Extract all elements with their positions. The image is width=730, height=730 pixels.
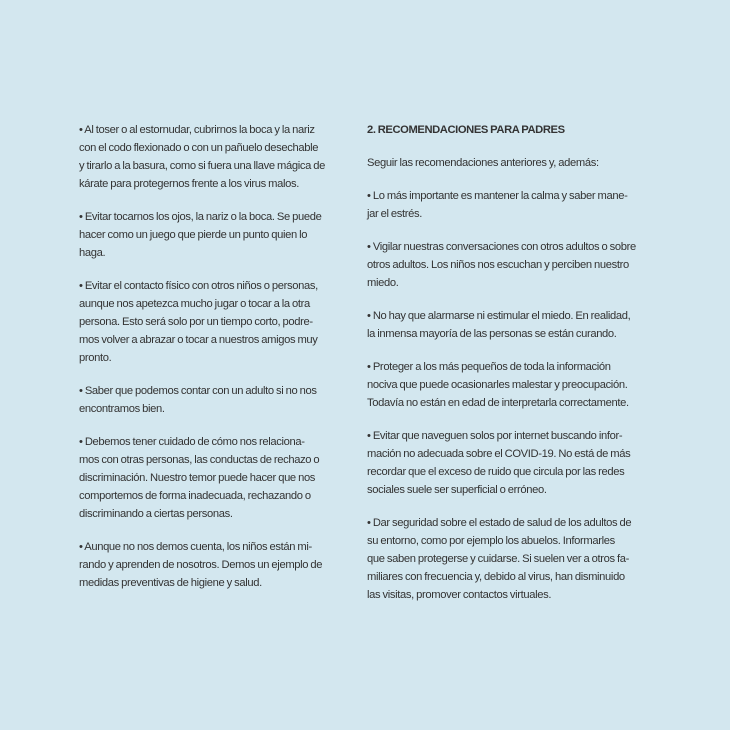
paragraph-stay-calm: • Lo más importante es mantener la calma y saber mane- jar el estrés. <box>367 190 628 220</box>
section-heading: 2. RECOMENDACIONES PARA PADRES <box>367 124 565 136</box>
paragraph-internet-use: • Evitar que naveguen solos por internet buscando infor- mación no adecuada sobre el COVID-19. No está de más recordar que el exceso de ruido que circula por las redes sociales suele ser superficial o erróneo. <box>367 430 631 496</box>
paragraph-avoid-discrimination: • Debemos tener cuidado de cómo nos relaciona- mos con otras personas, las conductas de rechazo o discriminación. Nuestro temor puede hacer que nos comportemos de forma inadecuada, rechazando o discriminando a ciertas personas. <box>79 436 320 520</box>
paragraph-avoid-touching-face: • Evitar tocarnos los ojos, la nariz o la boca. Se puede hacer como un juego que pierde un punto quien lo haga. <box>79 211 322 259</box>
paragraph-no-alarm: • No hay que alarmarse ni estimular el miedo. En realidad, la inmensa mayoría de las personas se están curando. <box>367 310 631 340</box>
paragraph-protect-from-information: • Proteger a los más pequeños de toda la información nociva que puede ocasionarles malestar y preocupación. Todavía no están en edad de interpretarla correctamente. <box>367 361 629 409</box>
paragraph-count-on-adult: • Saber que podemos contar con un adulto si no nos encontramos bien. <box>79 385 317 415</box>
paragraph-lead-by-example: • Aunque no nos demos cuenta, los niños están mi- rando y aprenden de nosotros. Demos un ejemplo de medidas preventivas de higiene y salud. <box>79 541 323 589</box>
left-column <box>79 121 361 607</box>
paragraph-watch-conversations: • Vigilar nuestras conversaciones con otros adultos o sobre otros adultos. Los niños nos escuchan y perciben nuestro miedo. <box>367 241 636 289</box>
right-column <box>367 121 651 619</box>
paragraph-reassure-about-adults: • Dar seguridad sobre el estado de salud de los adultos de su entorno, como por ejemplo los abuelos. Informarles que saben protegerse y cuidarse. Si suelen ver a otros fa- miliares con frecuencia y, debido al virus, han disminuido las visitas, promover contactos virtuales. <box>367 517 632 601</box>
section-intro: Seguir las recomendaciones anteriores y, además: <box>367 157 599 169</box>
paragraph-avoid-physical-contact: • Evitar el contacto físico con otros niños o personas, aunque nos apetezca mucho jugar o tocar a la otra persona. Esto será solo por un tiempo corto, podre- mos volver a abrazar o tocar a nuestros amigos muy pronto. <box>79 280 318 364</box>
paragraph-cough-etiquette: • Al toser o al estornudar, cubrirnos la boca y la nariz con el codo flexionado o con un pañuelo desechable y tirarlo a la basura, como si fuera una llave mágica de kárate para protegernos frente a los virus malos. <box>79 124 326 190</box>
